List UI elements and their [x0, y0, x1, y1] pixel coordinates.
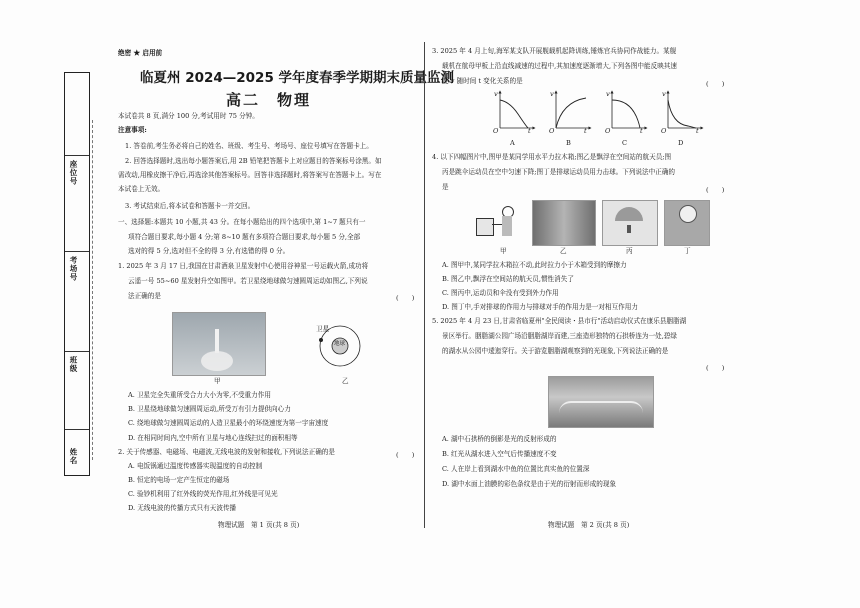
- graph-label-a: A: [510, 139, 515, 147]
- smoke-plume: [201, 351, 233, 371]
- axis-t-label: t: [528, 127, 531, 135]
- question-2-option: A. 电饭锅通过温度传感器实现温度的自动控制: [128, 462, 263, 470]
- parachutist: [627, 225, 631, 233]
- volleyball-photo: [664, 200, 710, 246]
- figure-label-bing: 丙: [626, 247, 633, 255]
- page-footer: 物理试题 第 2 页(共 8 页): [548, 521, 630, 529]
- question-5-stem: 的湖水从公园中逶迤穿行。关于游览胭脂湖观察到的光现象,下列说法正确的是: [442, 347, 669, 355]
- page-footer: 物理试题 第 1 页(共 8 页): [218, 521, 300, 529]
- question-5-stem: 5. 2025 年 4 月 23 日,甘肃省临夏州"全民阅读・县市行"活动启动仪式在康乐县胭脂湖: [432, 317, 687, 325]
- question-2-option: B. 恒定的电场一定产生恒定的磁场: [128, 476, 230, 484]
- question-1-option: C. 绕地球做匀速圆周运动的人造卫星最小的环绕速度为第一宇宙速度: [128, 419, 329, 427]
- origin-label: O: [549, 127, 555, 135]
- question-1-stem: 云遥一号 55~60 星发射升空如图甲。若卫星绕地球做匀速圆周运动如图乙,下列说: [128, 277, 368, 285]
- graph-d: [668, 92, 702, 128]
- figure-label-jia: 甲: [500, 247, 507, 255]
- volleyball: [679, 205, 697, 223]
- question-4-stem: 是: [442, 183, 449, 191]
- question-5-option: A. 湖中石拱桥的倒影是光的反射形成的: [442, 435, 557, 443]
- figure-label-jia: 甲: [214, 377, 221, 385]
- question-3-stem: 3. 2025 年 4 月上旬,海军某支队开展舰载机起降训练,锤炼官兵协同作战能力。某舰: [432, 47, 677, 55]
- column-divider: [424, 42, 425, 528]
- name-label: 姓名: [69, 448, 78, 465]
- earth-label: 地球: [334, 341, 346, 347]
- question-1-stem: 法正确的是: [128, 292, 161, 300]
- axis-t-label: t: [584, 127, 587, 135]
- divider: [65, 351, 89, 352]
- parachute-photo: [602, 200, 658, 246]
- graph-a: [500, 92, 534, 128]
- exam-room-label: 考场号: [69, 256, 78, 282]
- exam-title: 临夏州 2024—2025 学年度春季学期期末质量监测: [140, 70, 455, 86]
- class-label: 班级: [69, 356, 78, 373]
- question-5-option: D. 湖中水面上油膜的彩色条纹是由于光的衍射而形成的现象: [442, 480, 617, 488]
- question-1-option: B. 卫星绕地球做匀速圆周运动,所受万有引力提供向心力: [128, 405, 291, 413]
- figure-label-yi: 乙: [560, 247, 567, 255]
- question-2-stem: 2. 关于传感器、电磁场、电磁波,无线电波的发射和接收,下列说法正确的是: [118, 448, 335, 456]
- axis-t-label: t: [696, 127, 699, 135]
- axis-t-label: t: [640, 127, 643, 135]
- divider: [65, 251, 89, 252]
- graph-label-d: D: [678, 139, 684, 147]
- axis-v-label: v: [494, 90, 498, 98]
- note-line: 需改动,用橡皮擦干净后,再选涂其他答案标号。回答非选择题时,将答案写在答题卡上。写在: [118, 171, 382, 179]
- question-4-option: B. 图乙中,飘浮在空间站的航天员,惯性消失了: [442, 275, 574, 283]
- stone-bridge: [559, 401, 643, 413]
- box-pull-figure: [472, 204, 524, 244]
- space-station-photo: [532, 200, 596, 246]
- graph-c: [612, 92, 646, 128]
- question-4-stem: 4. 以下四幅图片中,图甲是某同学用水平力拉木箱;图乙是飘浮在空间站的航天员;图: [432, 153, 672, 161]
- question-1-option: D. 在相同时间内,空中所有卫星与地心连线扫过的面积相等: [128, 434, 298, 442]
- answer-parentheses: ( ): [396, 294, 415, 302]
- graph-b: [556, 92, 590, 128]
- origin-label: O: [605, 127, 611, 135]
- section-instructions: 项符合题目要求,每小题 4 分;第 8~10 题有多项符合题目要求,每小题 5 分,全部: [128, 233, 361, 241]
- wooden-box: [476, 218, 494, 236]
- exam-intro: 本试卷共 8 页,满分 100 分,考试用时 75 分钟。: [118, 112, 259, 120]
- figure-label-ding: 丁: [684, 247, 691, 255]
- answer-parentheses: ( ): [706, 80, 725, 88]
- note-line: 1. 答卷前,考生务必将自己的姓名、班级、考生号、考场号、座位号填写在答题卡上。: [125, 142, 373, 150]
- seat-number-label: 座位号: [69, 160, 78, 186]
- question-5-option: B. 红光从湖水进入空气后传播速度不变: [442, 450, 557, 458]
- note-line: 本试卷上无效。: [118, 185, 165, 193]
- pull-rope: [492, 224, 502, 225]
- question-3-stem: 度 v 随时间 t 变化关系的是: [442, 77, 523, 85]
- question-1-stem: 1. 2025 年 3 月 17 日,我国在甘肃酒泉卫星发射中心使用谷神星一号运载火箭,成功将: [118, 262, 369, 270]
- answer-parentheses: ( ): [396, 451, 415, 459]
- note-line: 2. 回答选择题时,选出每小题答案后,用 2B 铅笔把答题卡上对应题目的答案标号涂黑。如: [125, 157, 382, 165]
- section-instructions: 选对的得 5 分,选对但不全的得 3 分,有选错的得 0 分。: [128, 247, 290, 255]
- origin-label: O: [493, 127, 499, 135]
- question-4-option: C. 图丙中,运动员和伞没有受到外力作用: [442, 289, 559, 297]
- section-instructions: 一、选择题:本题共 10 小题,共 43 分。在每小题给出的四个选项中,第 1~7 题只有一: [118, 218, 366, 226]
- confidential-label: 绝密 ★ 启用前: [118, 49, 163, 57]
- student-body: [502, 216, 512, 236]
- satellite-dot: [319, 338, 323, 342]
- axis-v-label: v: [662, 90, 666, 98]
- question-4-option: D. 图丁中,手对排球的作用力与排球对手的作用力是一对相互作用力: [442, 303, 638, 311]
- question-4-option: A. 图甲中,某同学拉木箱拉不动,此时拉力小于木箱受到的摩擦力: [442, 261, 627, 269]
- answer-parentheses: ( ): [706, 186, 725, 194]
- binding-line: [92, 120, 93, 460]
- question-2-option: C. 验钞机利用了红外线的荧光作用,红外线是可见光: [128, 490, 278, 498]
- question-1-option: A. 卫星完全失重所受合力大小为零,不受重力作用: [128, 391, 271, 399]
- answer-parentheses: ( ): [706, 364, 725, 372]
- lake-bridge-photo: [548, 376, 654, 428]
- divider: [65, 429, 89, 430]
- question-2-option: D. 无线电波的传播方式只有天波传播: [128, 504, 237, 512]
- parachute-canopy: [615, 207, 643, 221]
- divider: [65, 155, 89, 156]
- axis-v-label: v: [550, 90, 554, 98]
- note-line: 3. 考试结束后,将本试卷和答题卡一并交回。: [125, 202, 255, 210]
- origin-label: O: [661, 127, 667, 135]
- question-4-stem: 丙是跳伞运动员在空中匀速下降;图丁是排球运动员用力击球。下列说法中正确的: [442, 168, 676, 176]
- subject-title: 高二 物理: [226, 91, 312, 109]
- question-5-option: C. 人在岸上看到湖水中鱼的位置比真实鱼的位置深: [442, 465, 590, 473]
- notes-title: 注意事项:: [118, 126, 147, 134]
- figure-label-yi: 乙: [342, 377, 349, 385]
- vt-graphs: [492, 88, 710, 138]
- rocket-icon: [215, 329, 219, 353]
- rocket-launch-photo: [172, 312, 266, 376]
- satellite-label: 卫星: [316, 325, 330, 333]
- question-3-stem: 载机在航母甲板上沿直线减速的过程中,其加速度逐渐增大,下列各图中能反映其速: [442, 62, 677, 70]
- graph-label-b: B: [566, 139, 571, 147]
- graph-label-c: C: [622, 139, 628, 147]
- axis-v-label: v: [606, 90, 610, 98]
- question-5-stem: 景区举行。胭脂湖公园广场沿胭脂湖岸而建,三座造形独特的石拱桥连为一处,碧绿: [442, 332, 677, 340]
